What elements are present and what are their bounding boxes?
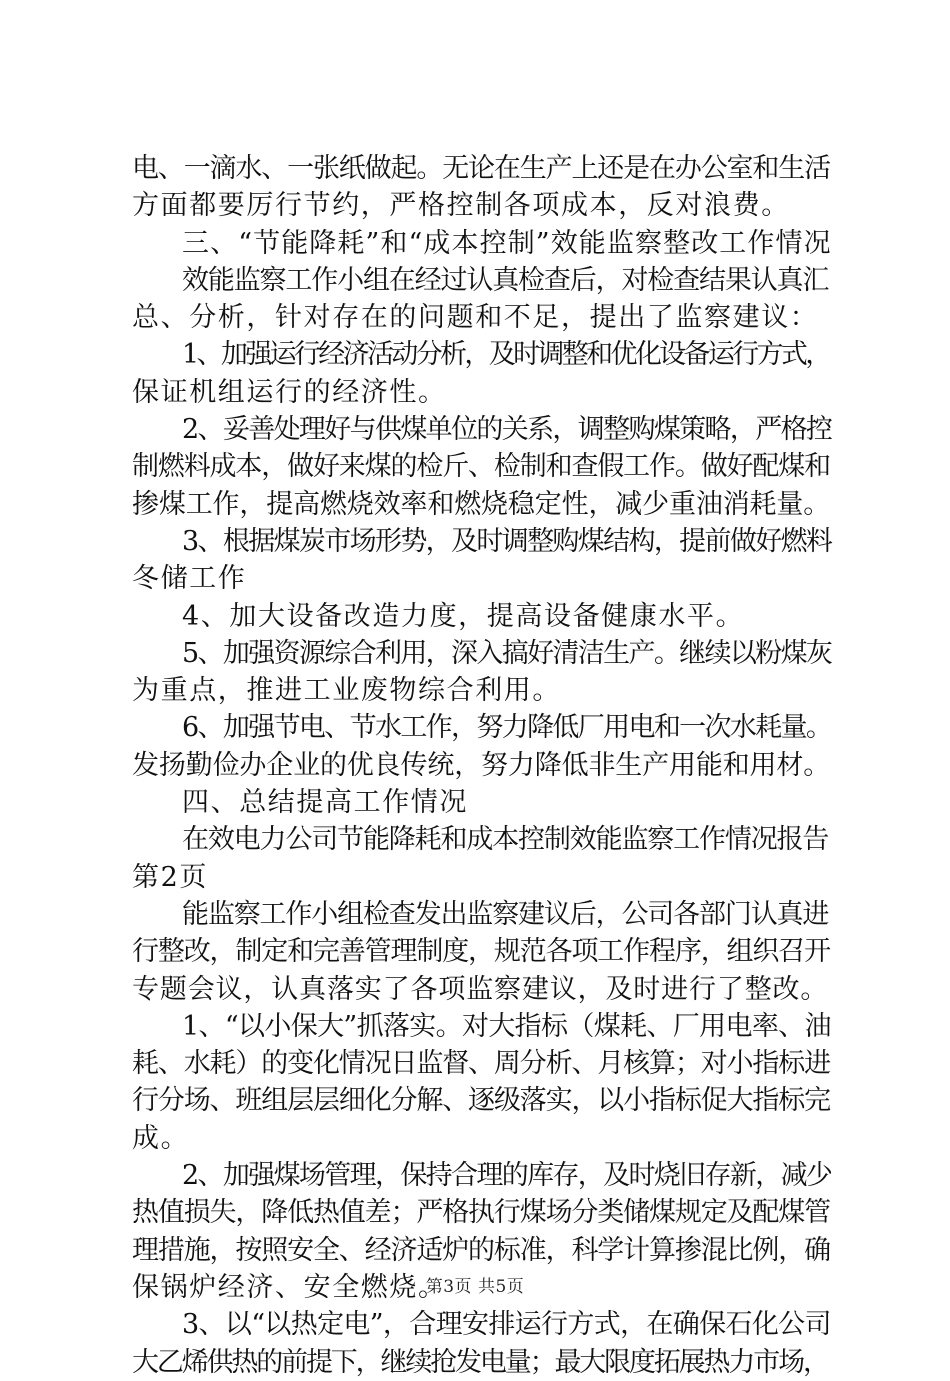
text-line: 在效电力公司节能降耗和成本控制效能监察工作情况报告	[182, 824, 829, 856]
text-line: 四、总结提高工作情况	[182, 787, 468, 819]
text-line: 三、“节能降耗”和“成本控制”效能监察整改工作情况	[182, 227, 832, 259]
text-line: 3、根据煤炭市场形势，及时调整购煤结构，提前做好燃料	[182, 525, 832, 557]
text-line: 4、加大设备改造力度，提高设备健康水平。	[182, 600, 745, 632]
text-line: 为重点，推进工业废物综合利用。	[132, 675, 561, 707]
text-line: 2、妥善处理好与供煤单位的关系，调整购煤策略，严格控	[182, 414, 832, 446]
text-line: 大乙烯供热的前提下，继续抢发电量；最大限度拓展热力市场，	[132, 1346, 828, 1378]
text-line: 3、以“以热定电”，合理安排运行方式，在确保石化公司	[182, 1309, 831, 1341]
text-line: 耗、水耗）的变化情况日监督、周分析、月核算；对小指标进	[132, 1048, 830, 1080]
text-line: 成。	[132, 1122, 190, 1154]
text-line: 理措施，按照安全、经济适炉的标准，科学计算掺混比例，确	[132, 1234, 830, 1266]
text-line: 方面都要厉行节约，严格控制各项成本，反对浪费。	[132, 190, 790, 222]
text-line: 效能监察工作小组在经过认真检查后，对检查结果认真汇	[182, 264, 829, 296]
text-line: 发扬勤俭办企业的优良传统，努力降低非生产用能和用材。	[132, 749, 831, 781]
text-line: 专题会议，认真落实了各项监察建议，及时进行了整改。	[132, 973, 829, 1005]
page-footer	[0, 1272, 950, 1297]
text-line: 1、加强运行经济活动分析，及时调整和优化设备运行方式，	[182, 339, 830, 371]
text-line: 电、一滴水、一张纸做起。无论在生产上还是在办公室和生活	[132, 153, 830, 184]
text-line: 掺煤工作，提高燃烧效率和燃烧稳定性，减少重油消耗量。	[132, 488, 831, 520]
text-line: 保锅炉经济、安全燃烧。	[132, 1271, 447, 1303]
text-line: 能监察工作小组检查发出监察建议后，公司各部门认真进	[182, 898, 829, 930]
page-number-label: 第3页 共5页	[425, 1277, 525, 1297]
text-line: 总、分析，针对存在的问题和不足，提出了监察建议：	[132, 302, 819, 334]
text-line: 5、加强资源综合利用，深入搞好清洁生产。继续以粉煤灰	[182, 637, 832, 669]
text-line: 2、加强煤场管理，保持合理的库存，及时烧旧存新，减少	[182, 1160, 832, 1192]
text-line: 保证机组运行的经济性。	[132, 376, 447, 408]
text-line: 6、加强节电、节水工作，努力降低厂用电和一次水耗量。	[182, 712, 832, 744]
text-line: 制燃料成本，做好来煤的检斤、检制和查假工作。做好配煤和	[132, 451, 830, 483]
text-line: 行整改，制定和完善管理制度，规范各项工作程序，组织召开	[132, 936, 830, 968]
text-line: 行分场、班组层层细化分解、逐级落实，以小指标促大指标完	[132, 1085, 830, 1117]
document-body	[132, 150, 832, 1381]
text-line: 冬储工作	[132, 563, 247, 595]
text-line: 第2页	[132, 861, 208, 893]
text-line: 1、“以小保大”抓落实。对大指标（煤耗、厂用电率、油	[182, 1010, 831, 1042]
text-line: 热值损失，降低热值差；严格执行煤场分类储煤规定及配煤管	[132, 1197, 830, 1229]
